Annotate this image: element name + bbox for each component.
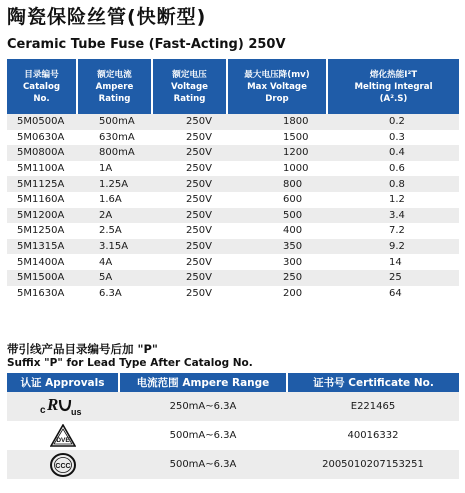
max-voltage-drop: 1000 [227,161,327,177]
melting-integral: 0.6 [327,161,459,177]
ccc-icon [50,453,76,477]
melting-integral: 9.2 [327,239,459,255]
suffix-note-en: Suffix "P" for Lead Type After Catalog No. [7,357,253,369]
certification-table [7,373,459,479]
ampere-range: 250mA~6.3A [119,392,287,421]
svg-text:us: us [71,406,82,417]
voltage-rating: 250V [152,208,227,224]
col-header-ampere: 额定电流 Ampere Rating [77,59,152,114]
catalog-no: 5M1500A [7,270,77,286]
ampere-rating: 2.5A [77,223,152,239]
max-voltage-drop: 200 [227,286,327,302]
col-header-approvals: 认证 Approvals [7,373,119,392]
melting-integral: 14 [327,254,459,270]
col-header-certificate-no: 证书号 Certificate No. [287,373,459,392]
melting-integral: 0.3 [327,130,459,146]
voltage-rating: 250V [152,223,227,239]
spec-table-header [7,59,459,114]
melting-integral: 64 [327,286,459,302]
max-voltage-drop: 1500 [227,130,327,146]
catalog-no: 5M1630A [7,286,77,302]
ampere-rating: 800mA [77,145,152,161]
ampere-rating: 6.3A [77,286,152,302]
ampere-rating: 3.15A [77,239,152,255]
voltage-rating: 250V [152,114,227,130]
table-row [7,254,459,270]
page-title-cn: 陶瓷保险丝管(快断型) [7,6,207,28]
table-row [7,239,459,255]
col-header-ampere-range: 电流范围 Ampere Range [119,373,287,392]
voltage-rating: 250V [152,270,227,286]
table-row [7,223,459,239]
voltage-rating: 250V [152,145,227,161]
melting-integral: 25 [327,270,459,286]
catalog-no: 5M1100A [7,161,77,177]
certificate-no: E221465 [287,392,459,421]
max-voltage-drop: 600 [227,192,327,208]
melting-integral: 3.4 [327,208,459,224]
svg-text:c: c [40,404,46,416]
catalog-no: 5M0800A [7,145,77,161]
catalog-no: 5M0630A [7,130,77,146]
voltage-rating: 250V [152,254,227,270]
max-voltage-drop: 400 [227,223,327,239]
svg-text:DVE: DVE [56,436,70,444]
cert-table-header [7,373,459,392]
catalog-no: 5M1125A [7,176,77,192]
max-voltage-drop: 250 [227,270,327,286]
voltage-rating: 250V [152,286,227,302]
cert-row [7,450,459,479]
melting-integral: 0.4 [327,145,459,161]
catalog-no: 5M1315A [7,239,77,255]
melting-integral: 0.2 [327,114,459,130]
table-row [7,192,459,208]
table-row [7,130,459,146]
catalog-no: 5M1200A [7,208,77,224]
approval-logo-cell [7,421,119,450]
approval-logo-cell [7,450,119,479]
max-voltage-drop: 1800 [227,114,327,130]
ampere-rating: 1.25A [77,176,152,192]
ampere-rating: 5A [77,270,152,286]
catalog-no: 5M0500A [7,114,77,130]
spec-table [7,59,459,301]
page-title-en: Ceramic Tube Fuse (Fast-Acting) 250V [7,37,286,52]
col-header-melting-integral: 熔化热能I²T Melting Integral (A².S) [327,59,459,114]
vde-icon [50,424,76,448]
voltage-rating: 250V [152,161,227,177]
voltage-rating: 250V [152,176,227,192]
voltage-rating: 250V [152,239,227,255]
table-row [7,208,459,224]
cert-row [7,421,459,450]
table-row [7,114,459,130]
ampere-rating: 2A [77,208,152,224]
catalog-no: 5M1250A [7,223,77,239]
svg-text:CCC: CCC [55,462,71,470]
svg-text:R: R [47,395,59,414]
ampere-range: 500mA~6.3A [119,421,287,450]
max-voltage-drop: 350 [227,239,327,255]
certificate-no: 40016332 [287,421,459,450]
col-header-voltage-drop: 最大电压降(mv) Max Voltage Drop [227,59,327,114]
ampere-rating: 4A [77,254,152,270]
table-row [7,270,459,286]
table-row [7,161,459,177]
certificate-no: 2005010207153251 [287,450,459,479]
ampere-range: 500mA~6.3A [119,450,287,479]
table-row [7,286,459,302]
max-voltage-drop: 800 [227,176,327,192]
spec-table-body [7,114,459,301]
max-voltage-drop: 300 [227,254,327,270]
voltage-rating: 250V [152,192,227,208]
ampere-rating: 1A [77,161,152,177]
table-row [7,176,459,192]
melting-integral: 1.2 [327,192,459,208]
col-header-catalog: 目录编号 Catalog No. [7,59,77,114]
col-header-voltage: 额定电压 Voltage Rating [152,59,227,114]
suffix-note-cn: 带引线产品目录编号后加 "P" [7,342,158,356]
catalog-no: 5M1400A [7,254,77,270]
max-voltage-drop: 1200 [227,145,327,161]
ampere-rating: 630mA [77,130,152,146]
catalog-no: 5M1160A [7,192,77,208]
voltage-rating: 250V [152,130,227,146]
ul-recognized-icon [38,396,88,418]
table-row [7,145,459,161]
melting-integral: 7.2 [327,223,459,239]
ampere-rating: 500mA [77,114,152,130]
cert-row [7,392,459,421]
melting-integral: 0.8 [327,176,459,192]
approval-logo-cell [7,392,119,421]
max-voltage-drop: 500 [227,208,327,224]
ampere-rating: 1.6A [77,192,152,208]
